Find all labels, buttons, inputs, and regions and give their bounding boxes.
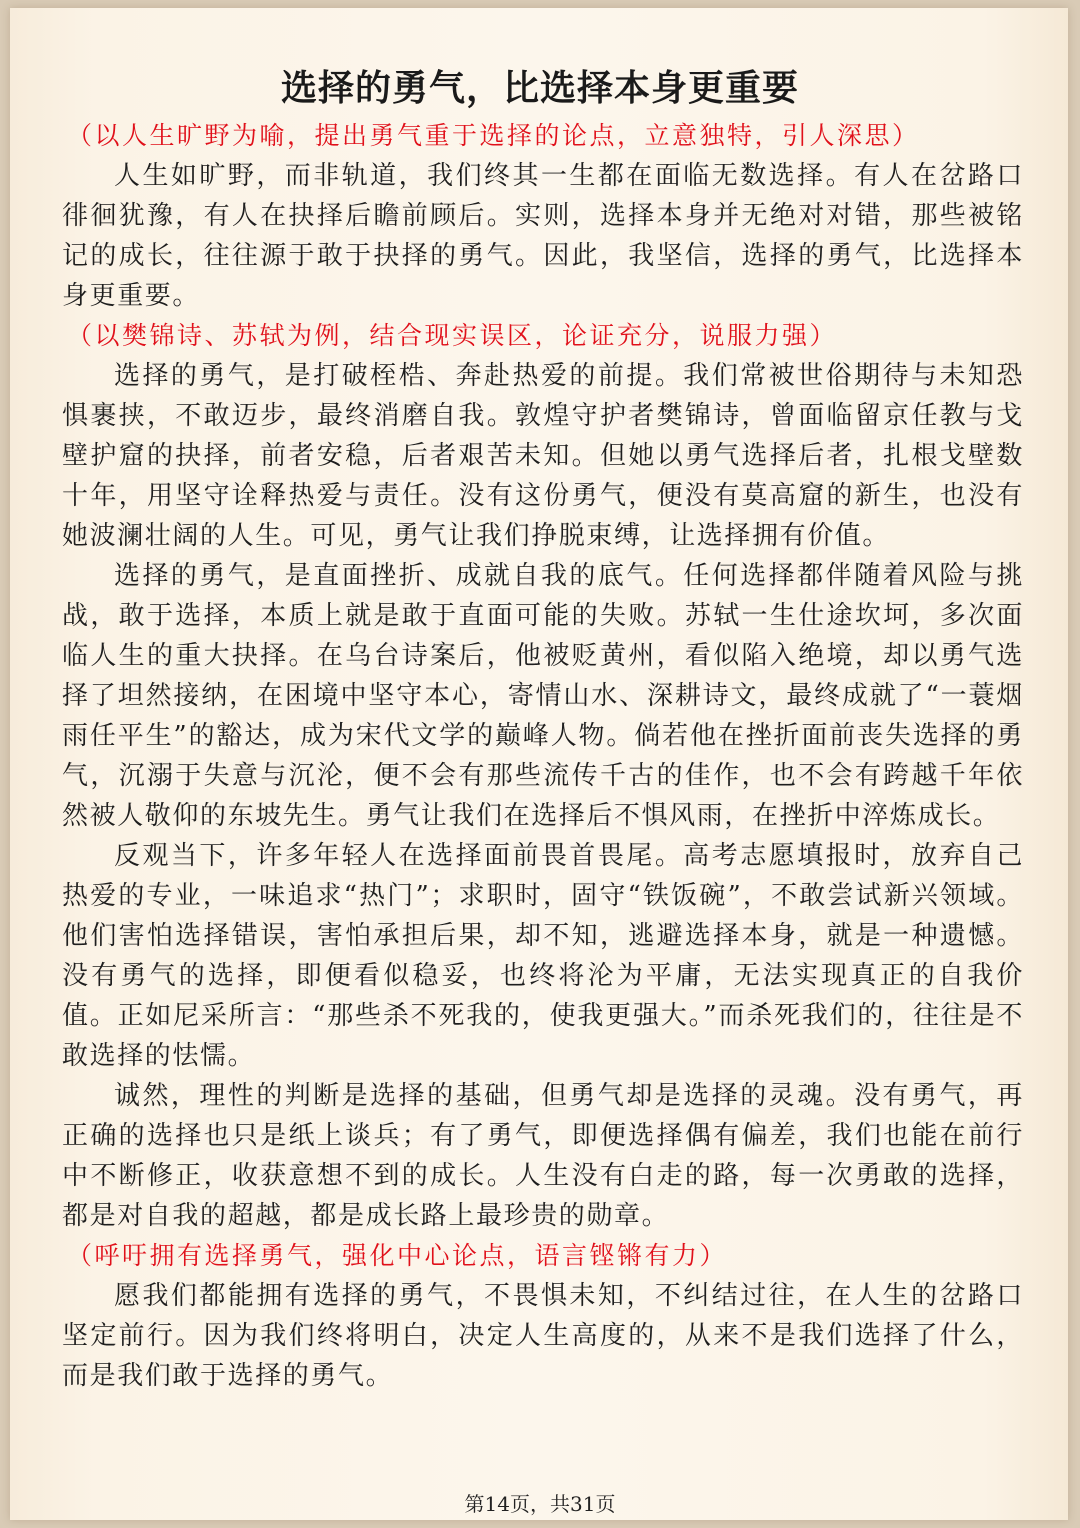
annotation-intro: （以人生旷野为喻，提出勇气重于选择的论点，立意独特，引人深思） bbox=[67, 121, 920, 150]
paragraph-fan-jinshi: 选择的勇气，是打破桎梏、奔赴热爱的前提。我们常被世俗期待与未知恐惧裹挟，不敢迈步，最终消磨自我。敦煌守护者樊锦诗，曾面临留京任教与戈壁护窟的抉择，前者安稳，后者艰苦未知。但她以勇气选择后者，扎根戈壁数十年，用坚守诠释热爱与责任。没有这份勇气，便没有莫高窟的新生，也没有她波澜壮阔的人生。可见，勇气让我们挣脱束缚，让选择拥有价值。 bbox=[62, 361, 1024, 551]
paragraph-su-shi: 选择的勇气，是直面挫折、成就自我的底气。任何选择都伴随着风险与挑战，敢于选择，本质上就是敢于直面可能的失败。苏轼一生仕途坎坷，多次面临人生的重大抉择。在乌台诗案后，他被贬黄州，看似陷入绝境，却以勇气选择了坦然接纳，在困境中坚守本心，寄情山水、深耕诗文，最终成就了“一蓑烟雨任平生”的豁达，成为宋代文学的巅峰人物。倘若他在挫折面前丧失选择的勇气，沉溺于失意与沉沦，便不会有那些流传千古的佳作，也不会有跨越千年依然被人敬仰的东坡先生。勇气让我们在选择后不惧风雨，在挫折中淬炼成长。 bbox=[62, 561, 1024, 831]
document-page bbox=[10, 8, 1068, 1520]
paragraph-reality: 反观当下，许多年轻人在选择面前畏首畏尾。高考志愿填报时，放弃自己热爱的专业，一味追求“热门”；求职时，固守“铁饭碗”，不敢尝试新兴领域。他们害怕选择错误，害怕承担后果，却不知，逃避选择本身，就是一种遗憾。没有勇气的选择，即便看似稳妥，也终将沦为平庸，无法实现真正的自我价值。正如尼采所言：“那些杀不死我的，使我更强大。”而杀死我们的，往往是不敢选择的怯懦。 bbox=[62, 841, 1024, 1071]
annotation-conclusion: （呼吁拥有选择勇气，强化中心论点，语言铿锵有力） bbox=[67, 1241, 728, 1270]
paragraph-intro: 人生如旷野，而非轨道，我们终其一生都在面临无数选择。有人在岔路口徘徊犹豫，有人在抉择后瞻前顾后。实则，选择本身并无绝对对错，那些被铭记的成长，往往源于敢于抉择的勇气。因此，我坚信，选择的勇气，比选择本身更重要。 bbox=[62, 161, 1024, 311]
paragraph-rational: 诚然，理性的判断是选择的基础，但勇气却是选择的灵魂。没有勇气，再正确的选择也只是纸上谈兵；有了勇气，即便选择偶有偏差，我们也能在前行中不断修正，收获意想不到的成长。人生没有白走的路，每一次勇敢的选择，都是对自我的超越，都是成长路上最珍贵的勋章。 bbox=[62, 1081, 1024, 1231]
page-number: 第14页，共31页 bbox=[464, 1492, 616, 1516]
paragraph-conclusion: 愿我们都能拥有选择的勇气，不畏惧未知，不纠结过往，在人生的岔路口坚定前行。因为我们终将明白，决定人生高度的，从来不是我们选择了什么，而是我们敢于选择的勇气。 bbox=[62, 1281, 1024, 1391]
document-title: 选择的勇气，比选择本身更重要 bbox=[280, 67, 799, 109]
annotation-examples: （以樊锦诗、苏轼为例，结合现实误区，论证充分，说服力强） bbox=[67, 321, 838, 350]
document-body bbox=[62, 116, 1024, 1396]
